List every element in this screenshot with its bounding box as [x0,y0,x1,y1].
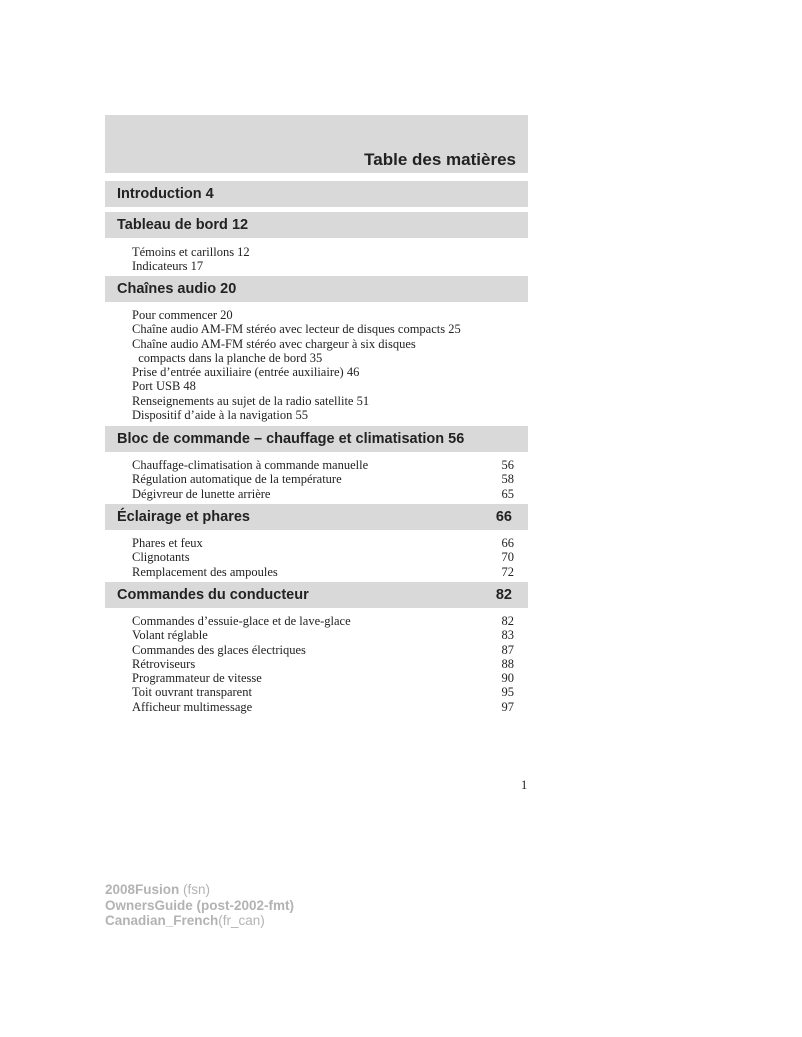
toc-entry[interactable]: Dispositif d’aide à la navigation 55 [132,408,309,423]
entries-chaines-audio [132,308,514,422]
section-label: Commandes du conducteur [117,587,309,603]
entries-bloc-de-commande [132,458,514,501]
toc-entry[interactable]: Toit ouvrant transparent 95 [132,685,514,700]
section-page: 66 [495,509,512,525]
section-commandes-du-conducteur[interactable] [105,582,528,608]
toc-entry[interactable]: Clignotants 70 [132,550,514,565]
toc-entry[interactable]: Volant réglable 83 [132,628,514,643]
section-label: Bloc de commande – chauffage et climatisation 56 [117,431,465,447]
toc-entry[interactable]: compacts dans la planche de bord 35 [132,350,323,365]
page-title: Table des matières [364,150,516,169]
entries-eclairage-et-phares [132,536,514,579]
toc-entry[interactable]: Pour commencer 20 [132,308,233,322]
toc-entry[interactable]: Programmateur de vitesse 90 [132,671,514,686]
toc-entry[interactable]: Port USB 48 [132,379,196,394]
toc-entry[interactable]: Chauffage-climatisation à commande manuelle 56 [132,458,514,472]
entries-commandes-du-conducteur [132,614,514,714]
section-introduction[interactable] [105,181,528,207]
toc-entry[interactable]: Témoins et carillons 12 [132,245,250,259]
toc-entry[interactable]: Commandes des glaces électriques 87 [132,642,514,657]
toc-entry[interactable]: Indicateurs 17 [132,259,204,274]
section-label: Chaînes audio 20 [117,281,237,297]
toc-entry[interactable]: Commandes d’essuie-glace et de lave-glace 82 [132,614,514,628]
footer-line-2: OwnersGuide (post-2002-fmt) [105,897,295,913]
section-page: 82 [495,587,512,603]
entries-tableau-de-bord [132,245,514,274]
footer-line-1: 2008Fusion (fsn) [105,882,211,897]
toc-entry[interactable]: Renseignements au sujet de la radio satellite 51 [132,393,370,408]
toc-entry[interactable]: Remplacement des ampoules 72 [132,564,514,579]
section-chaines-audio[interactable] [105,276,528,302]
toc-entry[interactable]: Chaîne audio AM-FM stéréo avec lecteur de disques compacts 25 [132,322,461,337]
title-band [105,115,528,173]
section-bloc-de-commande[interactable] [105,426,528,452]
section-label: Tableau de bord 12 [117,217,249,233]
footer [105,882,294,929]
toc-entry[interactable]: Rétroviseurs 88 [132,656,514,671]
section-label: Éclairage et phares [117,509,250,525]
footer-line-3: Canadian_French(fr_can) [105,913,265,928]
section-label: Introduction 4 [117,186,214,202]
toc-entry[interactable]: Régulation automatique de la température 58 [132,472,514,487]
page-number: 1 [521,778,528,792]
toc-entry[interactable]: Phares et feux 66 [132,536,514,550]
toc-entry[interactable]: Prise d’entrée auxiliaire (entrée auxiliaire) 46 [132,365,360,380]
toc-entry[interactable]: Dégivreur de lunette arrière 65 [132,486,514,501]
toc-entry[interactable]: Afficheur multimessage 97 [132,699,514,714]
toc-entry[interactable]: Chaîne audio AM-FM stéréo avec chargeur à six disques [132,336,416,351]
section-tableau-de-bord[interactable] [105,212,528,238]
section-eclairage-et-phares[interactable] [105,504,528,530]
